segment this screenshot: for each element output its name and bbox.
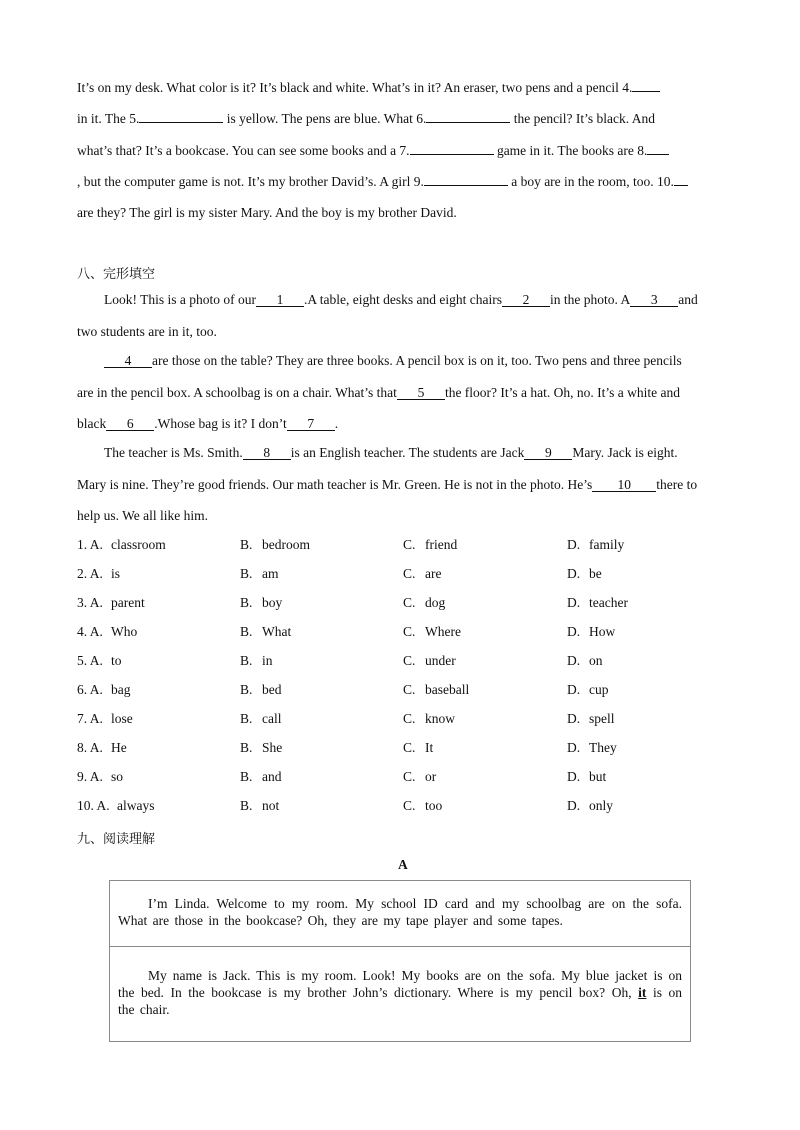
option-text: classroom (111, 537, 166, 552)
option-text: and (262, 769, 282, 784)
option-a[interactable] (77, 769, 123, 785)
passage-line-4: , but the computer game is not. It’s my brother David’s. A girl 9. a boy are in the room, too. 10. (77, 174, 688, 190)
section-heading-cloze: 八、完形填空 (77, 267, 156, 282)
option-text: call (262, 711, 282, 726)
option-a[interactable] (77, 595, 145, 611)
option-b[interactable] (240, 653, 273, 669)
option-text: family (589, 537, 625, 552)
passage-line-2: in it. The 5. is yellow. The pens are blue. What 6. the pencil? It’s black. And (77, 111, 656, 126)
option-text: bag (111, 682, 131, 697)
option-letter: C. (403, 537, 416, 552)
option-b[interactable] (240, 798, 279, 814)
option-a[interactable] (77, 682, 131, 698)
option-b[interactable] (240, 682, 282, 698)
option-text: cup (589, 682, 609, 697)
option-d[interactable] (567, 682, 609, 698)
option-row (77, 537, 777, 555)
cloze-blank-2[interactable]: 2 (502, 293, 550, 307)
option-d[interactable] (567, 740, 617, 756)
cloze-line-7: Mary is nine. They’re good friends. Our math teacher is Mr. Green. He is not in the photo. He’s 10 there to (77, 477, 698, 492)
option-c[interactable] (403, 595, 445, 611)
option-text: or (425, 769, 437, 784)
option-c[interactable] (403, 740, 433, 756)
option-text: not (262, 798, 280, 813)
option-text: under (425, 653, 456, 668)
option-letter: D. (567, 653, 581, 668)
option-d[interactable] (567, 537, 624, 553)
option-b[interactable] (240, 624, 291, 640)
option-letter: 10. A. (77, 798, 110, 813)
option-letter: C. (403, 682, 416, 697)
option-text: parent (111, 595, 145, 610)
option-text: Where (425, 624, 461, 639)
option-letter: 6. A. (77, 682, 103, 697)
cloze-line-4: are in the pencil box. A schoolbag is on a chair. What’s that 5 the floor? It’s a hat. Oh, no. It’s a white and (77, 385, 681, 400)
option-text: Who (111, 624, 138, 639)
option-c[interactable] (403, 566, 441, 582)
blank-4[interactable] (632, 91, 660, 92)
cloze-blank-7[interactable]: 7 (287, 417, 335, 431)
option-letter: B. (240, 653, 253, 668)
option-a[interactable] (77, 740, 127, 756)
option-b[interactable] (240, 711, 282, 727)
passage-jack: My name is Jack. This is my room. Look! My books are on the sofa. My blue jacket is on the bed. In the bookcase is my brother John’s dictionary. Where is my pencil box? Oh, it is on the chair. (118, 968, 682, 1017)
option-text: They (589, 740, 617, 755)
passage-line-3: what’s that? It’s a bookcase. You can see some books and a 7. game in it. The books are 8. (77, 143, 669, 159)
option-row (77, 682, 777, 700)
option-text: in (262, 653, 273, 668)
cloze-blank-8[interactable]: 8 (243, 446, 291, 460)
option-text: but (589, 769, 607, 784)
option-letter: C. (403, 798, 416, 813)
option-text: on (589, 653, 603, 668)
option-text: He (111, 740, 127, 755)
passage-line-5: are they? The girl is my sister Mary. And the boy is my brother David. (77, 205, 457, 220)
option-letter: C. (403, 769, 416, 784)
option-letter: 7. A. (77, 711, 103, 726)
option-text: friend (425, 537, 458, 552)
option-c[interactable] (403, 682, 469, 698)
option-letter: D. (567, 740, 581, 755)
option-letter: C. (403, 711, 416, 726)
option-b[interactable] (240, 537, 310, 553)
cloze-blank-5[interactable]: 5 (397, 386, 445, 400)
option-c[interactable] (403, 798, 442, 814)
option-letter: B. (240, 682, 253, 697)
option-row (77, 595, 777, 613)
option-letter: B. (240, 566, 253, 581)
option-text: is (111, 566, 121, 581)
option-a[interactable] (77, 798, 155, 814)
blank-10[interactable] (674, 185, 688, 186)
option-text: How (589, 624, 616, 639)
option-text: are (425, 566, 442, 581)
option-text: know (425, 711, 455, 726)
option-letter: 9. A. (77, 769, 103, 784)
option-d[interactable] (567, 653, 603, 669)
option-letter: D. (567, 798, 581, 813)
option-letter: 5. A. (77, 653, 103, 668)
option-text: dog (425, 595, 446, 610)
cloze-blank-4[interactable]: 4 (104, 354, 152, 368)
option-d[interactable] (567, 595, 628, 611)
option-letter: C. (403, 740, 416, 755)
cloze-line-5: black 6 .Whose bag is it? I don’t 7 . (77, 416, 339, 431)
passage-linda: I’m Linda. Welcome to my room. My school ID card and my schoolbag are on the sofa. What are those in the bookcase? Oh, they are my tape player and some tapes. (118, 896, 682, 928)
option-text: lose (111, 711, 133, 726)
option-letter: D. (567, 769, 581, 784)
cloze-line-8: help us. We all like him. (77, 508, 209, 523)
option-a[interactable] (77, 624, 137, 640)
option-letter: D. (567, 566, 581, 581)
cloze-blank-3[interactable]: 3 (630, 293, 678, 307)
option-letter: C. (403, 624, 416, 639)
blank-5[interactable] (139, 122, 223, 123)
passage-title: A (398, 857, 408, 872)
option-row (77, 566, 777, 584)
cloze-line-2: two students are in it, too. (77, 324, 217, 339)
option-a[interactable] (77, 537, 166, 553)
cloze-line-3: 4 are those on the table? They are three books. A pencil box is on it, too. Two pens and three pencils (104, 353, 682, 369)
blank-8[interactable] (647, 154, 669, 155)
option-d[interactable] (567, 566, 602, 582)
option-d[interactable] (567, 798, 613, 814)
option-letter: 2. A. (77, 566, 103, 581)
option-letter: B. (240, 624, 253, 639)
option-letter: B. (240, 740, 253, 755)
option-text: spell (589, 711, 615, 726)
cloze-blank-6[interactable]: 6 (106, 417, 154, 431)
cloze-line-1: Look! This is a photo of our 1 .A table, eight desks and eight chairs 2 in the photo. A 3 and (104, 292, 698, 307)
option-c[interactable] (403, 624, 461, 640)
option-a[interactable] (77, 711, 133, 727)
option-letter: C. (403, 566, 416, 581)
option-letter: B. (240, 769, 253, 784)
option-text: bedroom (262, 537, 310, 552)
option-text: always (117, 798, 155, 813)
option-c[interactable] (403, 537, 457, 553)
option-c[interactable] (403, 769, 436, 785)
option-letter: 8. A. (77, 740, 103, 755)
option-letter: B. (240, 798, 253, 813)
underlined-it: it (638, 985, 647, 1000)
option-text: too (425, 798, 443, 813)
option-letter: C. (403, 653, 416, 668)
option-text: It (425, 740, 434, 755)
option-a[interactable] (77, 653, 122, 669)
option-row (77, 624, 777, 642)
option-b[interactable] (240, 595, 282, 611)
option-text: bed (262, 682, 282, 697)
option-d[interactable] (567, 769, 606, 785)
option-row (77, 798, 777, 816)
option-text: baseball (425, 682, 470, 697)
blank-9[interactable] (424, 185, 508, 186)
option-row (77, 711, 777, 729)
option-b[interactable] (240, 740, 282, 756)
option-b[interactable] (240, 769, 282, 785)
option-letter: C. (403, 595, 416, 610)
option-letter: B. (240, 595, 253, 610)
option-letter: 1. A. (77, 537, 103, 552)
option-text: What (262, 624, 292, 639)
option-text: She (262, 740, 283, 755)
option-letter: D. (567, 682, 581, 697)
option-letter: 4. A. (77, 624, 103, 639)
option-letter: D. (567, 711, 581, 726)
option-text: be (589, 566, 602, 581)
option-letter: D. (567, 537, 581, 552)
option-letter: B. (240, 537, 253, 552)
option-letter: 3. A. (77, 595, 103, 610)
option-letter: B. (240, 711, 253, 726)
blank-6[interactable] (426, 122, 510, 123)
option-letter: D. (567, 595, 581, 610)
option-text: to (111, 653, 122, 668)
option-row (77, 740, 777, 758)
option-letter: D. (567, 624, 581, 639)
option-d[interactable] (567, 711, 615, 727)
cloze-blank-10[interactable]: 10 (592, 478, 656, 492)
blank-7[interactable] (410, 154, 494, 155)
option-text: only (589, 798, 614, 813)
option-b[interactable] (240, 566, 279, 582)
passage-line-1: It’s on my desk. What color is it? It’s black and white. What’s in it? An eraser, two pens and a pencil 4. (77, 80, 660, 96)
option-text: teacher (589, 595, 628, 610)
option-row (77, 653, 777, 671)
option-d[interactable] (567, 624, 615, 640)
option-text: boy (262, 595, 283, 610)
table-divider (110, 946, 690, 947)
option-c[interactable] (403, 711, 455, 727)
option-text: so (111, 769, 124, 784)
option-c[interactable] (403, 653, 456, 669)
reading-table (109, 880, 691, 1042)
cloze-line-6: The teacher is Ms. Smith. 8 is an English teacher. The students are Jack 9 Mary. Jack is eight. (104, 445, 678, 460)
section-heading-reading: 九、阅读理解 (77, 832, 156, 847)
option-row (77, 769, 777, 787)
cloze-blank-1[interactable]: 1 (256, 293, 304, 307)
option-text: am (262, 566, 279, 581)
option-a[interactable] (77, 566, 120, 582)
cloze-blank-9[interactable]: 9 (524, 446, 572, 460)
